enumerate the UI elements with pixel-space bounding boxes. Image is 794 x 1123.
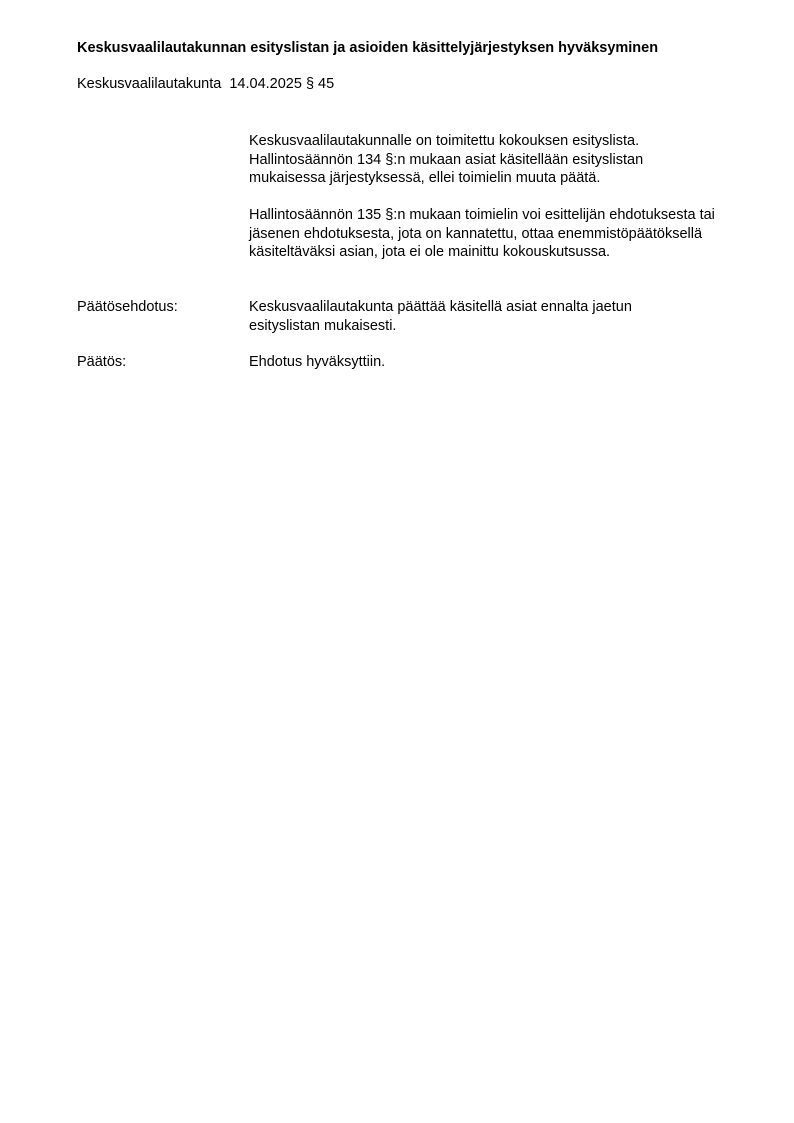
meeting-reference: Keskusvaalilautakunta 14.04.2025 § 45 <box>77 76 335 92</box>
body-paragraph-2: Hallintosäännön 135 §:n mukaan toimielin voi esittelijän ehdotuksesta tai jäsenen ehdotuksesta, jota on kannatettu, ottaa enemmistöpäätöksellä käsiteltäväksi asian, jota ei ole mainittu kokouskutsussa. <box>249 207 715 260</box>
proposal-text: Keskusvaalilautakunta päättää käsitellä asiat ennalta jaetun esityslistan mukaisesti. <box>249 299 632 334</box>
body-paragraph-1: Keskusvaalilautakunnalle on toimitettu kokouksen esityslista. Hallintosäännön 134 §:n mukaan asiat käsitellään esityslistan mukaisessa järjestyksessä, ellei toimielin muuta päätä. <box>249 133 644 186</box>
decision-text: Ehdotus hyväksyttiin. <box>249 354 386 370</box>
document-title: Keskusvaalilautakunnan esityslistan ja asioiden käsittelyjärjestyksen hyväksyminen <box>77 40 659 56</box>
proposal-label: Päätösehdotus: <box>77 299 178 315</box>
decision-label: Päätös: <box>77 354 127 370</box>
